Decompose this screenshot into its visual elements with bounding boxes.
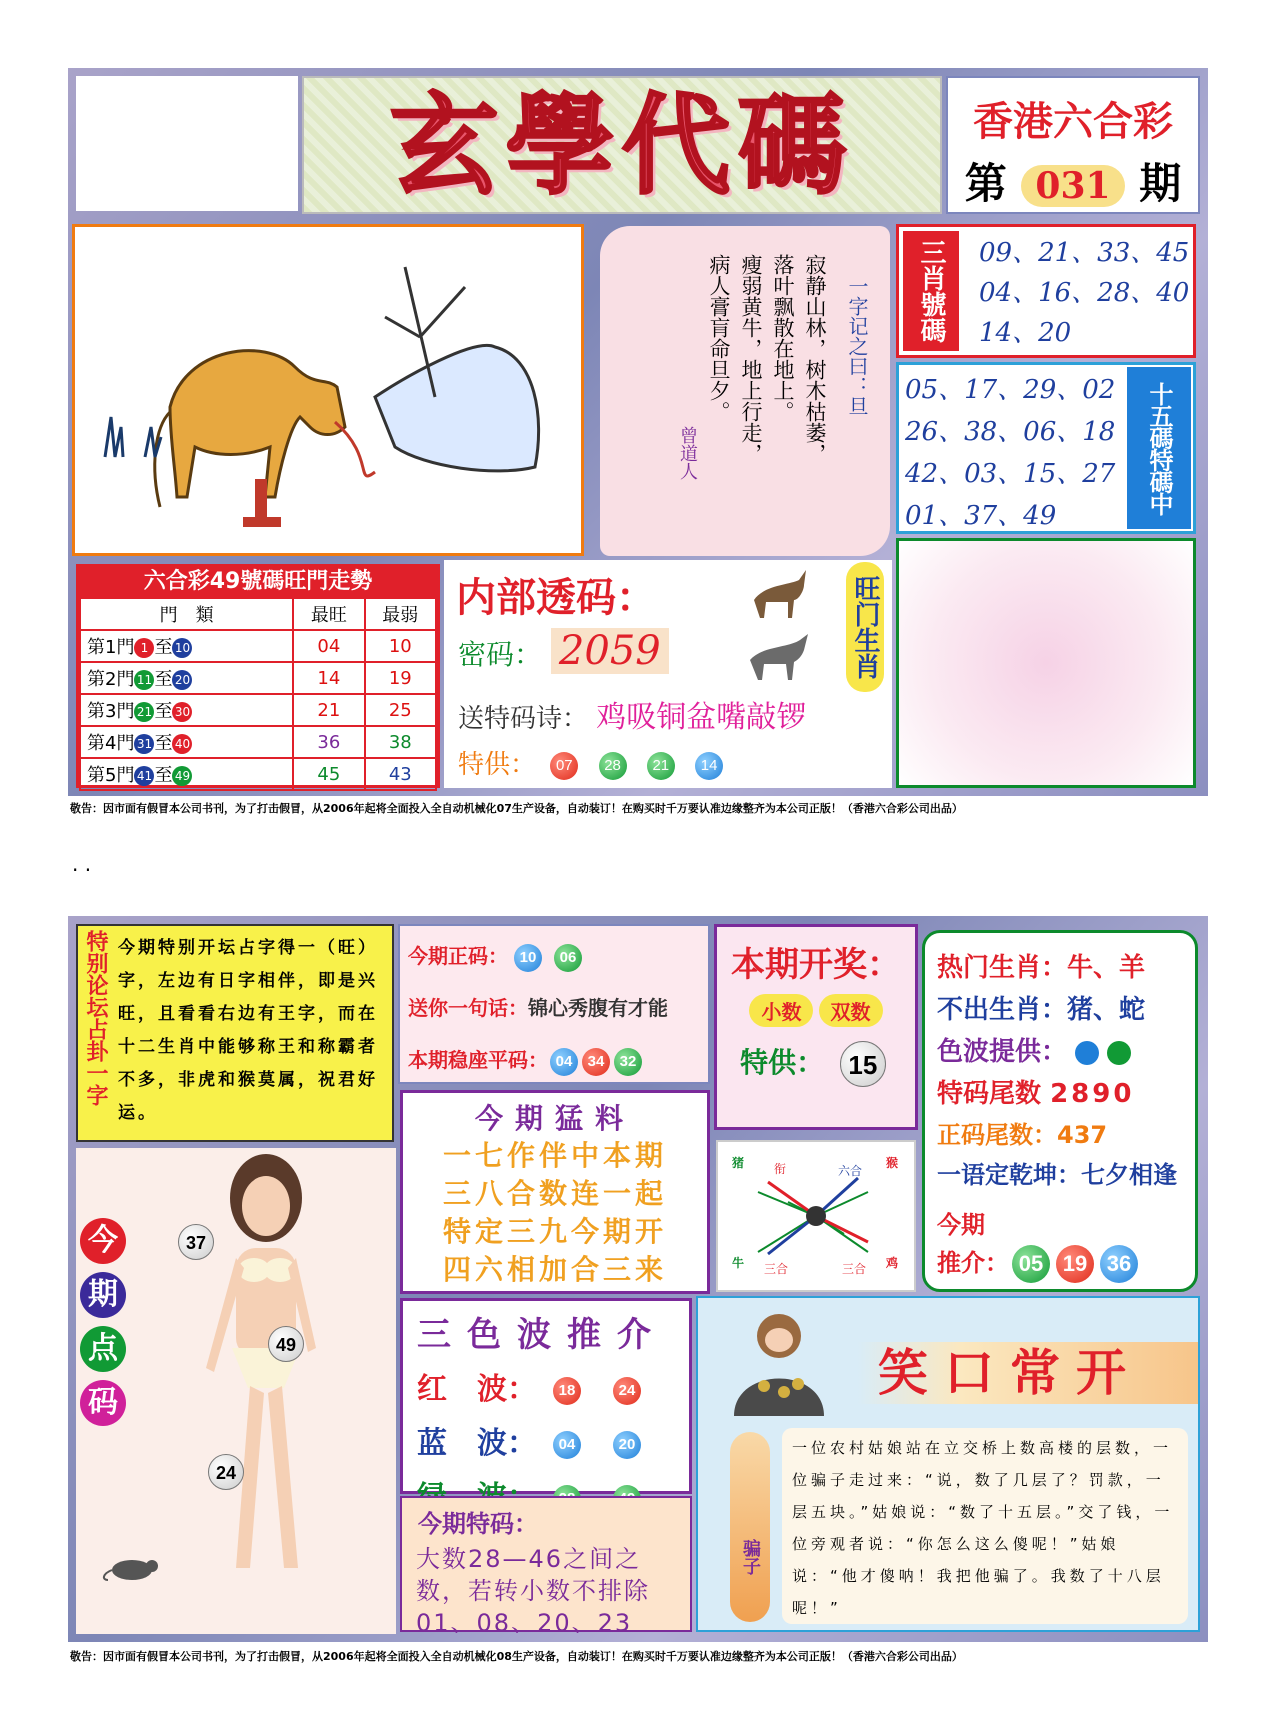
pingma-ball: 34: [582, 1048, 610, 1076]
tegong-label: 特供：: [458, 750, 537, 780]
shiwu-row: 42、03、15、27: [905, 459, 1116, 489]
yiju-text: 锦心秀腹有才能: [528, 996, 668, 1020]
compass-label: 六合: [838, 1164, 863, 1178]
separator-dots: . .: [72, 852, 92, 876]
hot-box: [922, 930, 1198, 1292]
shiwu-row: 05、17、29、02: [905, 375, 1116, 405]
title-banner: [302, 76, 942, 214]
compass-label: 三合: [764, 1262, 789, 1276]
zhengwei-value: 437: [1057, 1121, 1108, 1149]
kaijiang-title: 本期开奖：: [731, 945, 901, 985]
sanshao-row: 09、21、33、45: [979, 238, 1190, 268]
tuijie-ball: 36: [1100, 1245, 1138, 1283]
dianma-3: 点: [80, 1326, 126, 1372]
weishu-label: 特码尾数: [937, 1079, 1042, 1109]
blue-ball: 04: [553, 1431, 581, 1459]
blue-label: 蓝 波：: [417, 1426, 537, 1461]
mengliao-line: 特定三九今期开: [442, 1215, 667, 1248]
model-ball: 37: [178, 1224, 214, 1260]
mima-value: 2059: [551, 628, 669, 674]
blue-ball: 20: [613, 1431, 641, 1459]
tegong-ball: 14: [695, 752, 723, 780]
kaijiang-box: [714, 924, 918, 1130]
table-row: 第3門 21 至 30 21 25: [80, 694, 436, 726]
tuijie-label1: 今期: [937, 1211, 985, 1239]
poem-scroll: [600, 226, 890, 556]
mengliao-line: 三八合数连一起: [442, 1177, 667, 1210]
poem2-label: 送特码诗：: [458, 704, 589, 734]
shiwu-row: 26、38、06、18: [905, 417, 1116, 447]
forum-text: 今期特别开坛占字得一（旺）字，左边有日字相伴，即是兴旺，且看看右边有王字，而在十二生肖中能够称王和称霸者不多，非虎和猴莫属，祝君好运。: [118, 938, 378, 1123]
zhengma-ball: 06: [554, 944, 582, 972]
brand: 香港六合彩: [973, 98, 1173, 145]
page-title: 玄學代碼: [389, 83, 854, 209]
model-panel: [76, 1148, 396, 1634]
table-row: 第5門 41 至 49 45 43: [80, 758, 436, 790]
tegong-ball: 28: [599, 752, 627, 780]
red-ball: 24: [613, 1377, 641, 1405]
nochu-value: 猪、蛇: [1067, 995, 1146, 1025]
joke-box: [696, 1296, 1200, 1632]
kj-tegong-label: 特供：: [740, 1046, 825, 1079]
compass-diagram: [718, 1142, 914, 1290]
inner-code-panel: [444, 560, 892, 788]
compass-label: 牛: [732, 1256, 745, 1270]
table-row: 第1門 1 至 10 04 10: [80, 630, 436, 662]
joke-text: 一位农村姑娘站在立交桥上数高楼的层数，一位骗子走过来：“说，数了几层了？罚款，一层五块。”姑娘说：“数了十五层。”交了钱，一位旁观者说：“你怎么这么傻呢！”姑娘说：“他才傻呐！我把他骗了。我数了十八层呢！”: [782, 1428, 1188, 1624]
model-ball: 24: [208, 1454, 244, 1490]
inner-title: 内部透码：: [456, 575, 656, 621]
poem-author: 曾道人: [677, 426, 698, 480]
forum-label: 特别论坛占卦一字: [83, 930, 108, 1106]
logo-blank: [76, 76, 298, 211]
poem2-value: 鸡吸铜盆嘴敲锣: [596, 700, 807, 735]
poem-line-2: 落叶飘散在地上。: [771, 254, 795, 422]
yiyu-label: 一语定乾坤：: [937, 1161, 1081, 1189]
door-table: [76, 564, 440, 788]
compass-label: 猪: [732, 1156, 745, 1170]
poem-title: 一字记之曰：旦: [845, 276, 869, 416]
sanshao-box: [896, 224, 1196, 358]
compass-label: 衔: [774, 1162, 787, 1176]
sanshao-row: 14、20: [979, 318, 1072, 348]
issue-suffix: 期: [1139, 159, 1182, 208]
pingma-ball: 32: [614, 1048, 642, 1076]
pingma-label: 本期稳座平码：: [408, 1048, 548, 1072]
compass-label: 三合: [842, 1262, 867, 1276]
col-head: 門 類: [80, 598, 293, 630]
jinqi-title: 今期特码：: [418, 1510, 538, 1538]
dianma-4: 码: [80, 1380, 126, 1426]
mengliao-box: [400, 1090, 710, 1294]
wangmen-label: 旺门生肖: [846, 562, 884, 692]
zhengma-ball: 10: [514, 944, 542, 972]
tag-even: 双数: [819, 994, 883, 1027]
table-row: 第4門 31 至 40 36 38: [80, 726, 436, 758]
yiyu-value: 七夕相逢: [1081, 1161, 1177, 1189]
issue-prefix: 第: [964, 159, 1007, 208]
mengliao-line: 四六相加合三来: [442, 1253, 667, 1286]
sanse-title: 三色波推介: [417, 1315, 667, 1355]
table-row: 第2門 11 至 20 14 19: [80, 662, 436, 694]
shiwu-label: 十五碼特碼中: [1127, 367, 1191, 529]
zhengwei-label: 正码尾数：: [937, 1121, 1057, 1149]
poem-line-3: 瘦弱黄牛，地上行走，: [739, 254, 763, 464]
sebo-blue-dot: [1075, 1041, 1099, 1065]
tegong-ball: 07: [550, 752, 578, 780]
zhengma-box: [398, 924, 710, 1084]
wolf-icon: [744, 622, 814, 682]
yiju-label: 送你一句话：: [408, 996, 528, 1020]
table-title: 六合彩49號碼旺門走勢: [79, 567, 437, 597]
col-head: 最弱: [365, 598, 436, 630]
monkey-money-icon: [724, 1306, 834, 1426]
joke-label: 骗子: [730, 1432, 770, 1622]
tuijie-ball: 05: [1012, 1245, 1050, 1283]
warning-top: 敬告：因市面有假冒本公司书刊，为了打击假冒，从2006年起将全面投入全自动机械化07生产设备，自动装订！在购买时千万要认准边缘整齐为本公司正版！（香港六合彩公司出品）: [70, 802, 963, 815]
zhengma-label: 今期正码：: [408, 944, 508, 968]
jinqi-text: 大数28—46之间之数，若转小数不排除01、08、20、23: [416, 1545, 650, 1637]
sanshao-label: 三肖號碼: [903, 231, 959, 351]
mima-label: 密码：: [458, 638, 543, 671]
red-label: 红 波：: [417, 1372, 537, 1407]
model-ball: 49: [268, 1326, 304, 1362]
weishu-value: 2890: [1050, 1079, 1135, 1109]
sebo-label: 色波提供：: [937, 1037, 1068, 1067]
shiwu-row: 01、37、49: [905, 501, 1057, 531]
sanshao-row: 04、16、28、40: [979, 278, 1190, 308]
tag-small: 小数: [749, 994, 813, 1027]
sanse-box: [400, 1298, 692, 1494]
issue-number: 031: [1021, 165, 1124, 207]
pingma-ball: 04: [550, 1048, 578, 1076]
joke-title: 笑口常开: [858, 1342, 1198, 1404]
dianma-1: 今: [80, 1218, 126, 1264]
nochu-label: 不出生肖：: [937, 995, 1068, 1025]
issue-box: [946, 76, 1200, 214]
red-ball: 18: [553, 1377, 581, 1405]
tuijie-label2: 推介：: [937, 1249, 1009, 1277]
compass-label: 猴: [886, 1156, 899, 1170]
compass-label: 鸡: [886, 1256, 899, 1270]
hot-label: 热门生肖：: [937, 953, 1068, 983]
tegong-ball: 21: [647, 752, 675, 780]
shiwu-box: [896, 362, 1196, 534]
jinqi-box: [400, 1496, 692, 1637]
col-head: 最旺: [293, 598, 364, 630]
goat-icon: [744, 560, 814, 620]
dianma-2: 期: [80, 1272, 126, 1318]
poem-line-4: 病人膏肓命旦夕。: [707, 254, 731, 422]
compass-box: [716, 1140, 916, 1292]
rat-icon: [102, 1552, 162, 1582]
mengliao-title: 今期猛料: [474, 1102, 635, 1135]
kj-tegong-ball: 15: [840, 1041, 886, 1087]
warning-bottom: 敬告：因市面有假冒本公司书刊，为了打击假冒，从2006年起将全面投入全自动机械化08生产设备，自动装订！在购买时千万要认准边缘整齐为本公司正版！（香港六合彩公司出品）: [70, 1650, 963, 1663]
poem-line-1: 寂静山林，树木枯萎，: [803, 254, 827, 464]
model-figure: [166, 1148, 356, 1628]
tuijie-ball: 19: [1056, 1245, 1094, 1283]
cow-illustration: [72, 224, 584, 556]
mengliao-line: 一七作伴中本期: [442, 1139, 667, 1172]
blank-panel: [896, 538, 1196, 788]
forum-box: [76, 924, 394, 1142]
sebo-green-dot: [1107, 1041, 1131, 1065]
hot-value: 牛、羊: [1067, 953, 1146, 983]
